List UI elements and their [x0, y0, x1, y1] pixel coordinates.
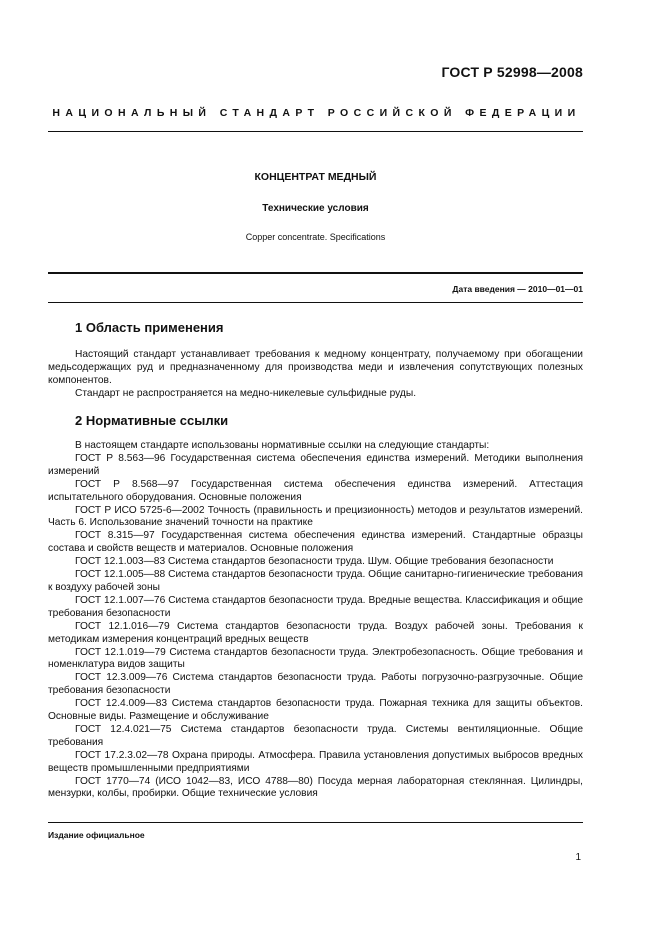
header-divider: [48, 131, 583, 132]
reference-item: ГОСТ 12.1.003—83 Система стандартов безопасности труда. Шум. Общие требования безопасности: [75, 556, 554, 568]
official-edition-label: Издание официальное: [48, 830, 145, 840]
reference-item: ГОСТ Р 8.563—96 Государственная система обеспечения единства измерений. Методики выполнения измерений: [48, 452, 583, 477]
section-1-paragraph: Стандарт не распространяется на медно-никелевые сульфидные руды.: [75, 388, 417, 399]
document-title: КОНЦЕНТРАТ МЕДНЫЙ: [254, 171, 377, 183]
reference-item: ГОСТ 12.1.019—79 Система стандартов безопасности труда. Электробезопасность. Общие требования и номенклатура видов защиты: [48, 646, 583, 671]
normative-references-list: [48, 440, 583, 801]
title-divider: [48, 272, 583, 274]
reference-item: ГОСТ 12.1.007—76 Система стандартов безопасности труда. Вредные вещества. Классификация и общие требования безопасности: [48, 594, 583, 619]
date-divider: [48, 302, 583, 303]
section-1-paragraph: Настоящий стандарт устанавливает требования к медному концентрату, получаемому при обогащении медьсодержащих руд и предназначенному для производства меди и извлечения сопутствующих полезных компонентов.: [48, 349, 583, 386]
reference-item: ГОСТ 17.2.3.02—78 Охрана природы. Атмосфера. Правила установления допустимых выбросов вредных веществ промышленными предприятиями: [48, 749, 583, 774]
reference-item: ГОСТ 8.315—97 Государственная система обеспечения единства измерений. Стандартные образцы состава и свойств веществ и материалов. Основные положения: [48, 530, 583, 555]
section-2-heading: 2 Нормативные ссылки: [75, 413, 229, 428]
references-intro: В настоящем стандарте использованы нормативные ссылки на следующие стандарты:: [75, 440, 490, 451]
reference-item: ГОСТ Р ИСО 5725-6—2002 Точность (правильность и прецизионность) методов и результатов измерений. Часть 6. Использование значений точности на практике: [48, 504, 583, 529]
section-1-heading: 1 Область применения: [75, 320, 224, 335]
reference-item: ГОСТ 12.4.009—83 Система стандартов безопасности труда. Пожарная техника для защиты объектов. Основные виды. Размещение и обслуживание: [48, 698, 583, 723]
introduction-date: Дата введения — 2010—01—01: [452, 284, 583, 294]
reference-item: ГОСТ 12.1.016—79 Система стандартов безопасности труда. Воздух рабочей зоны. Требования к методикам измерения концентраций вредных веществ: [48, 620, 583, 645]
national-standard-banner: НАЦИОНАЛЬНЫЙ СТАНДАРТ РОССИЙСКОЙ ФЕДЕРАЦИИ: [52, 107, 581, 119]
page-number: 1: [575, 852, 581, 863]
footer-divider: [48, 822, 583, 823]
document-subtitle: Технические условия: [262, 203, 369, 214]
reference-item: ГОСТ 12.1.005—88 Система стандартов безопасности труда. Общие санитарно-гигиенические требования к воздуху рабочей зоны: [48, 569, 583, 593]
reference-item: ГОСТ 12.3.009—76 Система стандартов безопасности труда. Работы погрузочно-разгрузочные. Общие требования безопасности: [48, 672, 583, 697]
document-number: ГОСТ Р 52998—2008: [441, 64, 583, 80]
reference-item: ГОСТ 12.4.021—75 Система стандартов безопасности труда. Системы вентиляционные. Общие требования: [48, 723, 583, 748]
english-title: Copper concentrate. Specifications: [245, 232, 386, 242]
reference-item: ГОСТ Р 8.568—97 Государственная система обеспечения единства измерений. Аттестация испытательного оборудования. Основные положения: [48, 478, 583, 503]
reference-item: ГОСТ 1770—74 (ИСО 1042—83, ИСО 4788—80) Посуда мерная лабораторная стеклянная. Цилиндры, мензурки, колбы, пробирки. Общие технические условия: [48, 775, 583, 800]
